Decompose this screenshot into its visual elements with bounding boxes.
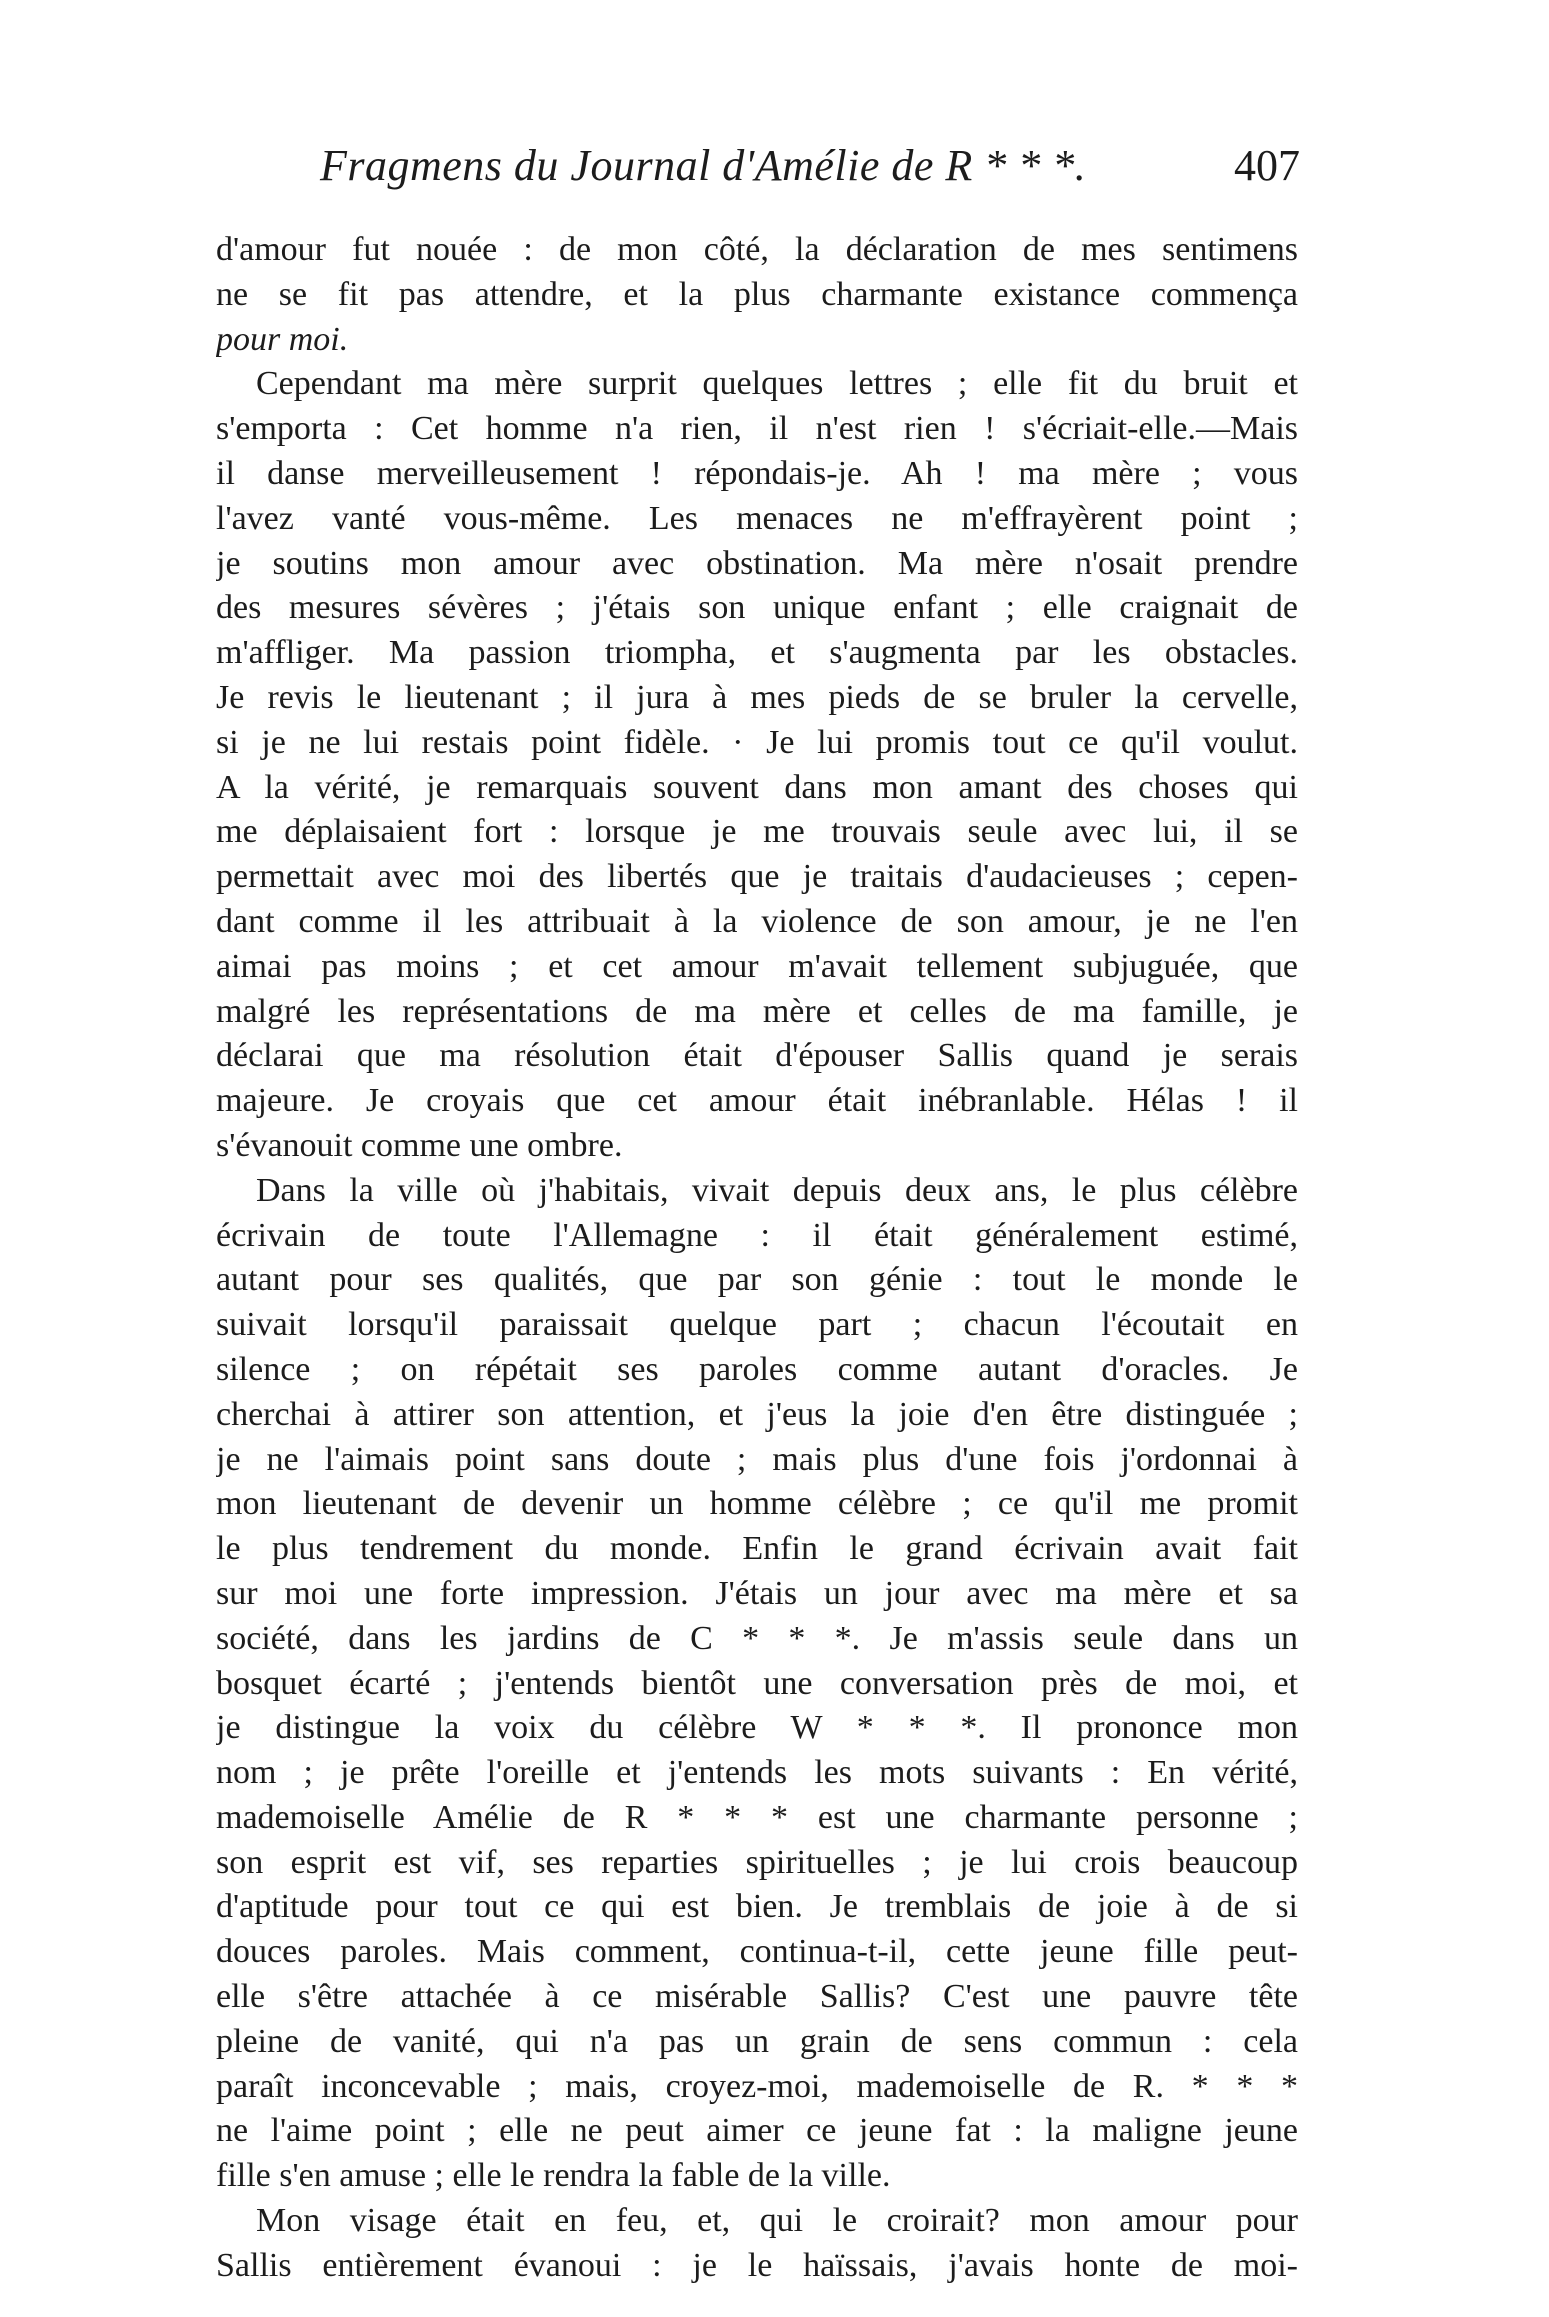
text-line: je soutins mon amour avec obstination. Ma mère n'osait prendre	[216, 544, 1298, 582]
text-line: cherchai à attirer son attention, et j'eus la joie d'en être distinguée ;	[216, 1395, 1298, 1433]
text-line: Je revis le lieutenant ; il jura à mes pieds de se bruler la cervelle,	[216, 678, 1298, 716]
text-line: il danse merveilleusement ! répondais-je. Ah ! ma mère ; vous	[216, 454, 1298, 492]
text-line: suivait lorsqu'il paraissait quelque part ; chacun l'écoutait en	[216, 1306, 1298, 1344]
text-line: elle s'être attachée à ce misérable Sallis? C'est une pauvre tête	[216, 1978, 1298, 2016]
text-line: Sallis entièrement évanoui : je le haïssais, j'avais honte de moi-	[216, 2246, 1298, 2284]
text-line: silence ; on répétait ses paroles comme autant d'oracles. Je	[216, 1350, 1298, 1388]
text-line: m'affliger. Ma passion triompha, et s'augmenta par les obstacles.	[216, 634, 1298, 672]
text-line: ne se fit pas attendre, et la plus charmante existance commença	[216, 275, 1298, 313]
text-line: s'emporta : Cet homme n'a rien, il n'est rien ! s'écriait-elle.—Mais	[216, 410, 1298, 448]
text-line: pour moi.	[216, 320, 349, 358]
text-line: d'amour fut nouée : de mon côté, la déclaration de mes sentimens	[216, 231, 1298, 268]
text-line: son esprit est vif, ses reparties spirituelles ; je lui crois beaucoup	[216, 1843, 1298, 1881]
text-line: dant comme il les attribuait à la violence de son amour, je ne l'en	[216, 902, 1298, 940]
page-number: 407	[1234, 141, 1300, 190]
text-line: s'évanouit comme une ombre.	[216, 1126, 623, 1164]
text-line: si je ne lui restais point fidèle. · Je lui promis tout ce qu'il voulut.	[216, 723, 1298, 761]
text-line: je distingue la voix du célèbre W * * *. Il prononce mon	[216, 1709, 1298, 1747]
text-line: Dans la ville où j'habitais, vivait depuis deux ans, le plus célèbre	[256, 1171, 1298, 1209]
text-line: pleine de vanité, qui n'a pas un grain de sens commun : cela	[216, 2022, 1298, 2060]
text-line: permettait avec moi des libertés que je traitais d'audacieuses ; cepen-	[216, 858, 1298, 896]
body-text	[216, 228, 1298, 2289]
text-line: nom ; je prête l'oreille et j'entends les mots suivants : En vérité,	[216, 1754, 1298, 1792]
text-line: douces paroles. Mais comment, continua-t-il, cette jeune fille peut-	[216, 1933, 1298, 1971]
text-line: l'avez vanté vous-même. Les menaces ne m'effrayèrent point ;	[216, 499, 1298, 537]
text-line: écrivain de toute l'Allemagne : il était généralement estimé,	[216, 1216, 1298, 1254]
text-line: bosquet écarté ; j'entends bientôt une conversation près de moi, et	[216, 1664, 1298, 1702]
text-line: Cependant ma mère surprit quelques lettres ; elle fit du bruit et	[256, 365, 1298, 403]
text-line: je ne l'aimais point sans doute ; mais plus d'une fois j'ordonnai à	[216, 1440, 1298, 1478]
text-line: malgré les représentations de ma mère et celles de ma famille, je	[216, 992, 1298, 1030]
text-line: paraît inconcevable ; mais, croyez-moi, mademoiselle de R. * * *	[216, 2067, 1298, 2105]
text-line: le plus tendrement du monde. Enfin le grand écrivain avait fait	[216, 1530, 1298, 1568]
text-line: mon lieutenant de devenir un homme célèbre ; ce qu'il me promit	[216, 1485, 1298, 1523]
text-line: Mon visage était en feu, et, qui le croirait? mon amour pour	[256, 2202, 1298, 2240]
running-title: Fragmens du Journal d'Amélie de R * * *.	[320, 141, 1087, 190]
text-line: sur moi une forte impression. J'étais un jour avec ma mère et sa	[216, 1574, 1298, 1612]
text-line: déclarai que ma résolution était d'épouser Sallis quand je serais	[216, 1037, 1298, 1075]
page-header	[320, 140, 1300, 204]
text-line: société, dans les jardins de C * * *. Je m'assis seule dans un	[216, 1619, 1298, 1657]
text-line: des mesures sévères ; j'étais son unique enfant ; elle craignait de	[216, 589, 1298, 627]
text-line: aimai pas moins ; et cet amour m'avait tellement subjuguée, que	[216, 947, 1298, 985]
text-line: majeure. Je croyais que cet amour était inébranlable. Hélas ! il	[216, 1082, 1298, 1120]
text-line: fille s'en amuse ; elle le rendra la fable de la ville.	[216, 2157, 891, 2195]
text-line: me déplaisaient fort : lorsque je me trouvais seule avec lui, il se	[216, 813, 1298, 851]
text-line: mademoiselle Amélie de R * * * est une charmante personne ;	[216, 1798, 1298, 1836]
text-line: d'aptitude pour tout ce qui est bien. Je tremblais de joie à de si	[216, 1888, 1298, 1926]
text-line: ne l'aime point ; elle ne peut aimer ce jeune fat : la maligne jeune	[216, 2112, 1298, 2150]
text-line: autant pour ses qualités, que par son génie : tout le monde le	[216, 1261, 1298, 1299]
text-line: A la vérité, je remarquais souvent dans mon amant des choses qui	[216, 768, 1298, 806]
